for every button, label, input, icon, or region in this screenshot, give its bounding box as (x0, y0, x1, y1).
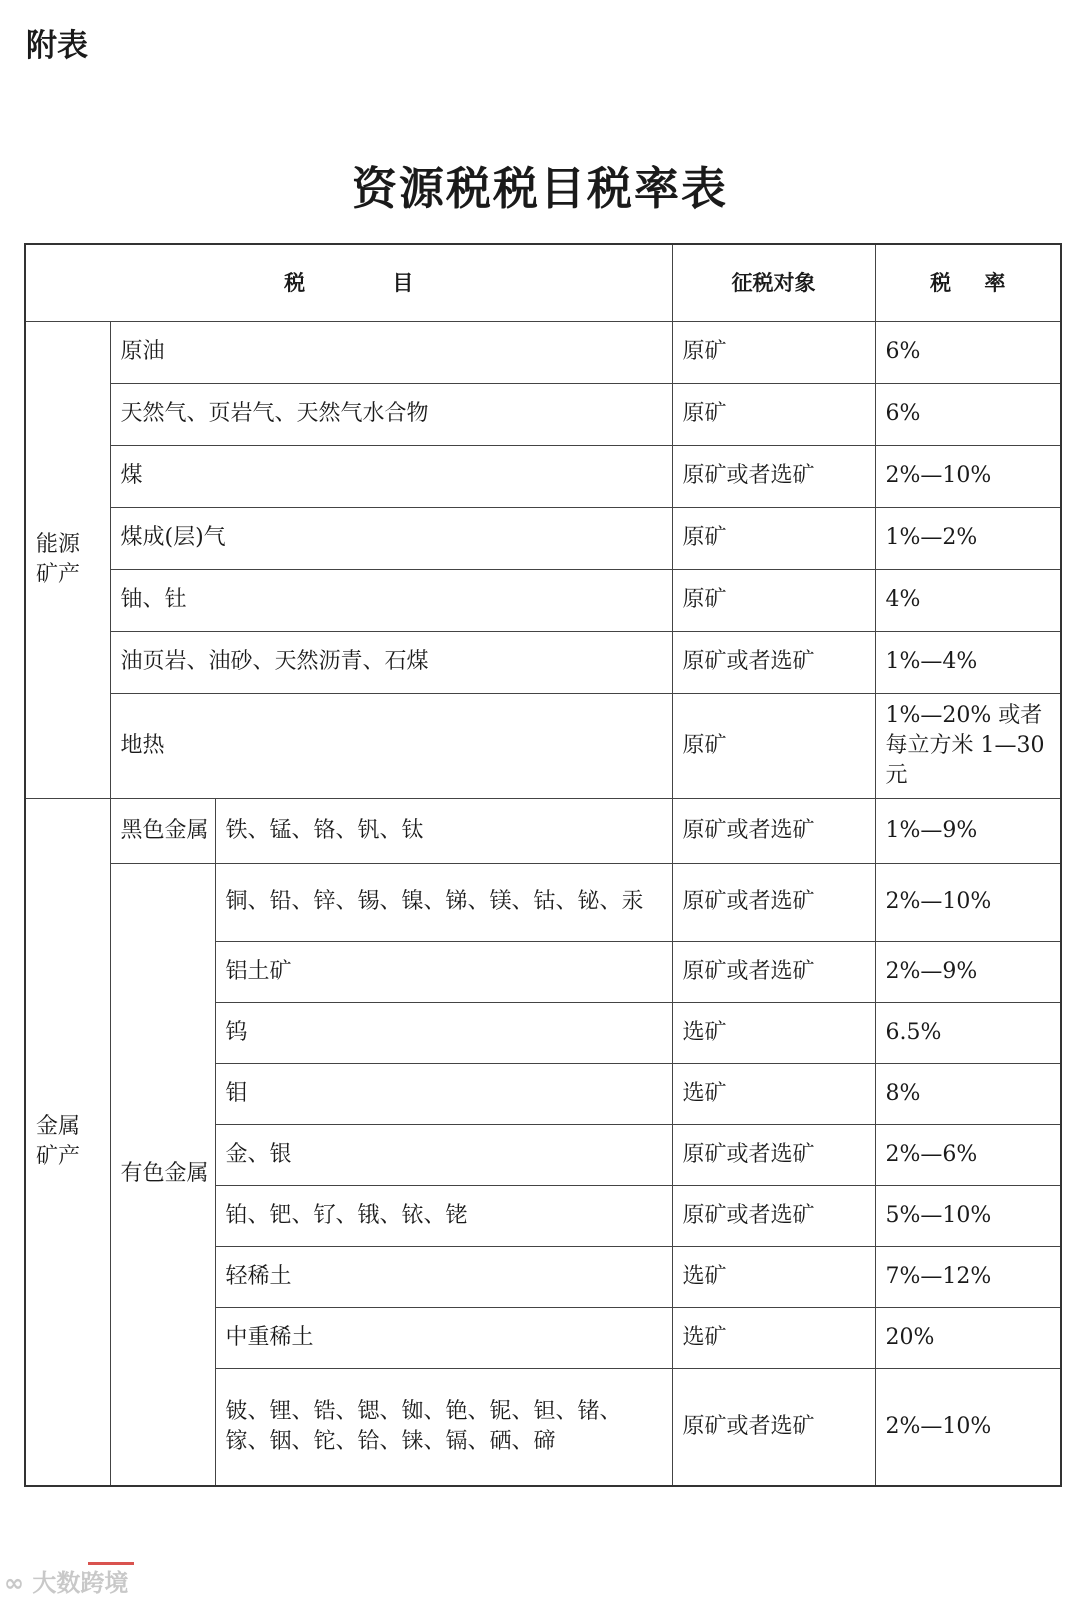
table-row (25, 798, 1061, 863)
category-metal: 金属矿产 (25, 798, 110, 1486)
item-cell: 铁、锰、铬、钒、钛 (215, 798, 672, 863)
header-item: 税 目 (25, 244, 672, 321)
subcategory-nonferrous: 有色金属 (110, 863, 215, 1486)
item-cell: 铝土矿 (215, 941, 672, 1002)
item-cell: 地热 (110, 693, 672, 798)
item-cell: 原油 (110, 321, 672, 383)
object-cell: 选矿 (672, 1063, 875, 1124)
item-cell: 铍、锂、锆、锶、铷、铯、铌、钽、锗、镓、铟、铊、铪、铼、镉、硒、碲 (215, 1368, 672, 1486)
document-title: 资源税税目税率表 (351, 162, 728, 215)
object-cell: 原矿或者选矿 (672, 863, 875, 941)
rate-cell: 6.5% (875, 1002, 1061, 1063)
item-cell: 煤成(层)气 (110, 507, 672, 569)
object-cell: 原矿或者选矿 (672, 798, 875, 863)
item-cell: 铀、钍 (110, 569, 672, 631)
table-row (25, 321, 1061, 383)
object-cell: 原矿 (672, 507, 875, 569)
object-cell: 原矿 (672, 383, 875, 445)
rate-cell: 6% (875, 321, 1061, 383)
header-row (25, 244, 1061, 321)
table-row (25, 569, 1061, 631)
rate-cell: 1%—4% (875, 631, 1061, 693)
category-energy: 能源矿产 (25, 321, 110, 798)
rate-cell: 5%—10% (875, 1185, 1061, 1246)
table-row (25, 863, 1061, 941)
subcategory-ferrous: 黑色金属 (110, 798, 215, 863)
header-object: 征税对象 (672, 244, 875, 321)
rate-cell: 6% (875, 383, 1061, 445)
object-cell: 原矿 (672, 321, 875, 383)
object-cell: 选矿 (672, 1246, 875, 1307)
table-row (25, 445, 1061, 507)
object-cell: 原矿或者选矿 (672, 1124, 875, 1185)
table-row (25, 693, 1061, 798)
object-cell: 原矿或者选矿 (672, 445, 875, 507)
rate-cell: 8% (875, 1063, 1061, 1124)
object-cell: 原矿 (672, 693, 875, 798)
item-cell: 钼 (215, 1063, 672, 1124)
rate-cell: 4% (875, 569, 1061, 631)
rate-cell: 20% (875, 1307, 1061, 1368)
rate-cell: 7%—12% (875, 1246, 1061, 1307)
object-cell: 选矿 (672, 1307, 875, 1368)
table-row (25, 507, 1061, 569)
rate-cell: 2%—10% (875, 1368, 1061, 1486)
item-cell: 煤 (110, 445, 672, 507)
item-cell: 天然气、页岩气、天然气水合物 (110, 383, 672, 445)
object-cell: 原矿 (672, 569, 875, 631)
header-rate: 税 率 (875, 244, 1061, 321)
table-row (25, 383, 1061, 445)
watermark-logo-icon: ∞ (4, 1569, 24, 1597)
rate-cell: 1%—20% 或者每立方米 1—30 元 (875, 693, 1061, 798)
item-cell: 油页岩、油砂、天然沥青、石煤 (110, 631, 672, 693)
item-cell: 铂、钯、钌、锇、铱、铑 (215, 1185, 672, 1246)
item-cell: 铜、铅、锌、锡、镍、锑、镁、钴、铋、汞 (215, 863, 672, 941)
rate-cell: 1%—2% (875, 507, 1061, 569)
rate-cell: 2%—10% (875, 445, 1061, 507)
object-cell: 原矿或者选矿 (672, 1368, 875, 1486)
item-cell: 中重稀土 (215, 1307, 672, 1368)
object-cell: 原矿或者选矿 (672, 631, 875, 693)
item-cell: 轻稀土 (215, 1246, 672, 1307)
rate-cell: 2%—9% (875, 941, 1061, 1002)
rate-cell: 1%—9% (875, 798, 1061, 863)
watermark-text: 大数跨境 (32, 1569, 129, 1597)
object-cell: 原矿或者选矿 (672, 941, 875, 1002)
object-cell: 选矿 (672, 1002, 875, 1063)
appendix-label: 附表 (26, 28, 88, 64)
table-row (25, 631, 1061, 693)
rate-cell: 2%—10% (875, 863, 1061, 941)
watermark (4, 1563, 128, 1598)
tax-rate-table (24, 243, 1062, 1487)
item-cell: 钨 (215, 1002, 672, 1063)
item-cell: 金、银 (215, 1124, 672, 1185)
object-cell: 原矿或者选矿 (672, 1185, 875, 1246)
rate-cell: 2%—6% (875, 1124, 1061, 1185)
